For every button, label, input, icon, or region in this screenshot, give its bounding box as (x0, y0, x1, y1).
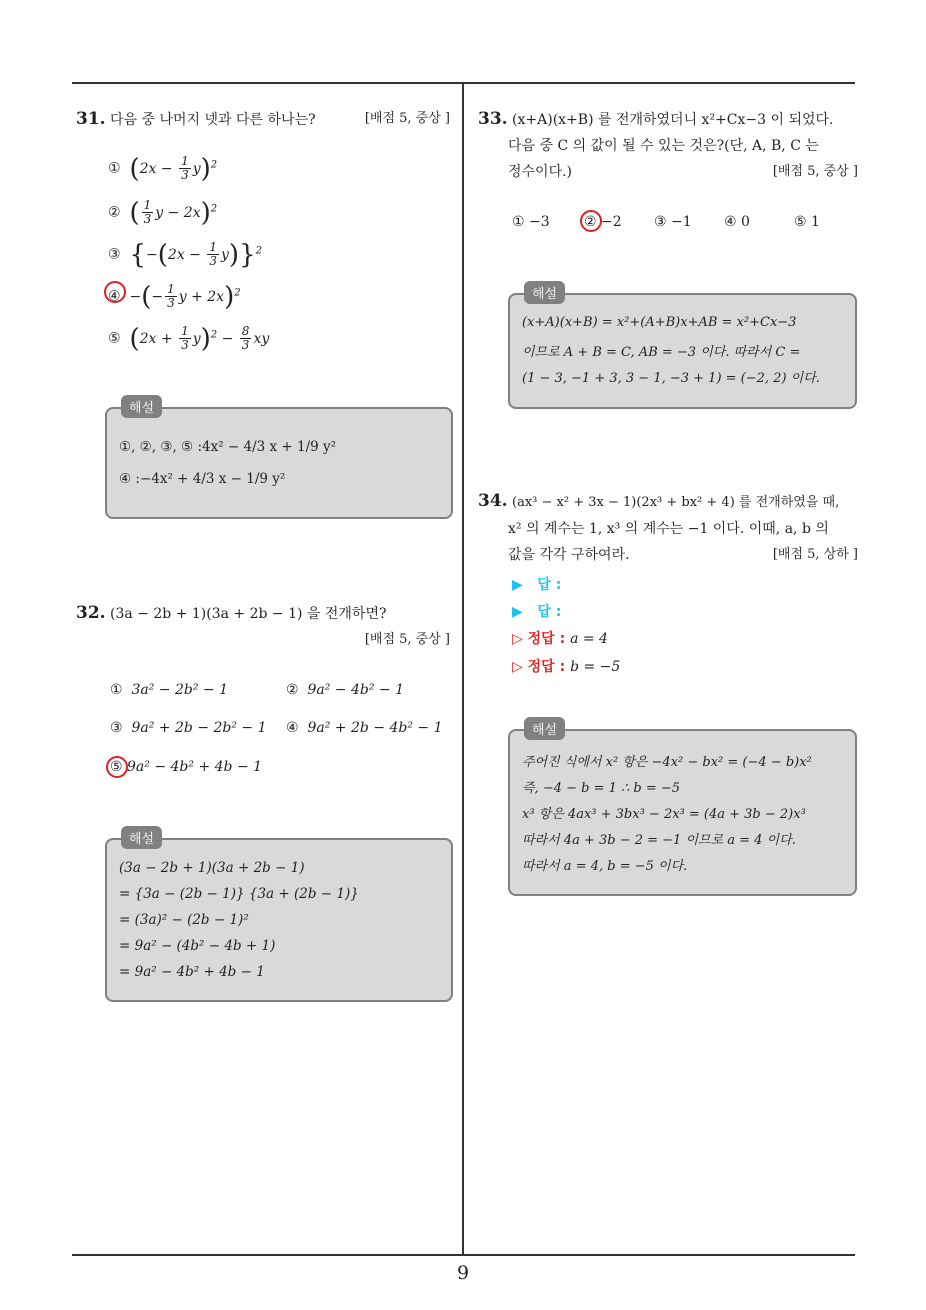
q32-option-4[interactable]: ④ 9a² + 2b − 4b² − 1 (286, 720, 443, 736)
answer-blank-1[interactable]: ▶ 답 : (512, 577, 562, 593)
bottom-rule (72, 1254, 855, 1256)
solution-line: = 9a² − (4b² − 4b + 1) (119, 938, 276, 954)
question-31 (76, 106, 450, 133)
solution-line: (1 − 3, −1 + 3, 3 − 1, −3 + 1) = (−2, 2) 이다. (522, 371, 820, 386)
question-text-line: 값을 각각 구하여라. (508, 547, 630, 563)
question-text-line: 다음 중 C 의 값이 될 수 있는 것은?(단, A, B, C 는 (508, 138, 819, 154)
solution-label: 해설 (121, 826, 162, 849)
q33-option-3[interactable]: ③ −1 (654, 214, 692, 230)
question-number: 34. (478, 491, 508, 511)
q34-solution-box (508, 723, 857, 896)
solution-line: 따라서 4a + 3b − 2 = −1 이므로 a = 4 이다. (522, 833, 796, 848)
q32-option-5[interactable]: ⑤ 9a² − 4b² + 4b − 1 (110, 759, 263, 775)
question-text-line: (x+A)(x+B) 를 전개하였더니 x²+Cx−3 이 되었다. (512, 112, 834, 128)
solution-line: = {3a − (2b − 1)} {3a + (2b − 1)} (119, 886, 359, 902)
triangle-outline-icon: ▷ (512, 659, 523, 675)
q33-solution-box (508, 287, 857, 409)
q33-option-1[interactable]: ① −3 (512, 214, 550, 230)
solution-line: x³ 항은 4ax³ + 3bx³ − 2x³ = (4a + 3b − 2)x³ (522, 807, 806, 822)
question-32 (76, 600, 450, 653)
page-number: 9 (456, 1262, 470, 1284)
score-tag: [배점 5, 중상 ] (772, 164, 858, 179)
q31-option-1[interactable]: ① (2x − $\frac{1}{3}$ y)$^2$ (108, 153, 218, 184)
question-34 (478, 488, 858, 568)
solution-line: = (3a)² − (2b − 1)² (119, 912, 249, 928)
solution-line: 이므로 A + B = C, AB = −3 이다. 따라서 C = (522, 345, 801, 360)
correct-answer-1: ▷ 정답 : a = 4 (512, 631, 608, 647)
score-tag: [배점 5, 상하 ] (772, 547, 858, 562)
question-text-line: x² 의 계수는 1, x³ 의 계수는 −1 이다. 이때, a, b 의 (508, 521, 829, 537)
q31-option-3[interactable]: ③ {−(2x − $\frac{1}{3}$ y)}$^2$ (108, 239, 262, 270)
solution-line: ④ :−4x² + 4/3 x − 1/9 y² (119, 471, 286, 487)
solution-line: ①, ②, ③, ⑤ :4x² − 4/3 x + 1/9 y² (119, 439, 337, 455)
question-text: (3a − 2b + 1)(3a + 2b − 1) 을 전개하면? (110, 606, 387, 622)
q32-option-1[interactable]: ① 3a² − 2b² − 1 (110, 682, 228, 698)
question-text-line: 정수이다.) (508, 164, 573, 180)
q31-option-4[interactable]: ④ −(− $\frac{1}{3}$ y + 2x)$^2$ (108, 281, 241, 312)
answer-blank-2[interactable]: ▶ 답 : (512, 604, 562, 620)
q31-selected-mark (104, 281, 126, 303)
solution-line: 따라서 a = 4, b = −5 이다. (522, 859, 688, 874)
score-tag: [배점 5, 중상 ] (364, 111, 450, 126)
correct-answer-2: ▷ 정답 : b = −5 (512, 659, 621, 675)
question-number: 32. (76, 603, 106, 623)
column-divider (462, 83, 464, 1255)
score-tag: [배점 5, 중상 ] (364, 632, 450, 647)
q33-selected-mark (580, 210, 602, 232)
solution-label: 해설 (524, 281, 565, 304)
triangle-outline-icon: ▷ (512, 631, 523, 647)
question-text-line: (ax³ − x² + 3x − 1)(2x³ + bx² + 4) 를 전개하였을 때, (512, 495, 840, 510)
question-number: 31. (76, 109, 106, 129)
q33-option-4[interactable]: ④ 0 (724, 214, 750, 230)
solution-line: 즉, −4 − b = 1 ∴ b = −5 (522, 781, 681, 796)
solution-label: 해설 (524, 717, 565, 740)
q32-option-2[interactable]: ② 9a² − 4b² − 1 (286, 682, 404, 698)
q33-option-5[interactable]: ⑤ 1 (794, 214, 820, 230)
question-text: 다음 중 나머지 넷과 다른 하나는? (110, 112, 316, 128)
solution-line: 주어진 식에서 x² 항은 −4x² − bx² = (−4 − b)x² (522, 755, 812, 770)
q32-selected-mark (106, 756, 128, 778)
q31-option-2[interactable]: ② ( $\frac{1}{3}$ y − 2x)$^2$ (108, 197, 218, 228)
solution-line: (x+A)(x+B) = x²+(A+B)x+AB = x²+Cx−3 (522, 315, 797, 330)
solution-line: (3a − 2b + 1)(3a + 2b − 1) (119, 860, 305, 876)
play-icon: ▶ (512, 577, 523, 593)
question-33 (478, 106, 858, 185)
play-icon: ▶ (512, 604, 523, 620)
q32-option-3[interactable]: ③ 9a² + 2b − 2b² − 1 (110, 720, 267, 736)
question-number: 33. (478, 109, 508, 129)
q31-solution-box (105, 401, 453, 519)
solution-line: = 9a² − 4b² + 4b − 1 (119, 964, 265, 980)
solution-label: 해설 (121, 395, 162, 418)
q33-option-2[interactable]: ② −2 (584, 214, 622, 230)
q31-option-5[interactable]: ⑤ (2x + $\frac{1}{3}$ y)$^2$ − $\frac{8}{3}$ xy (108, 323, 270, 354)
q32-solution-box (105, 832, 453, 1002)
